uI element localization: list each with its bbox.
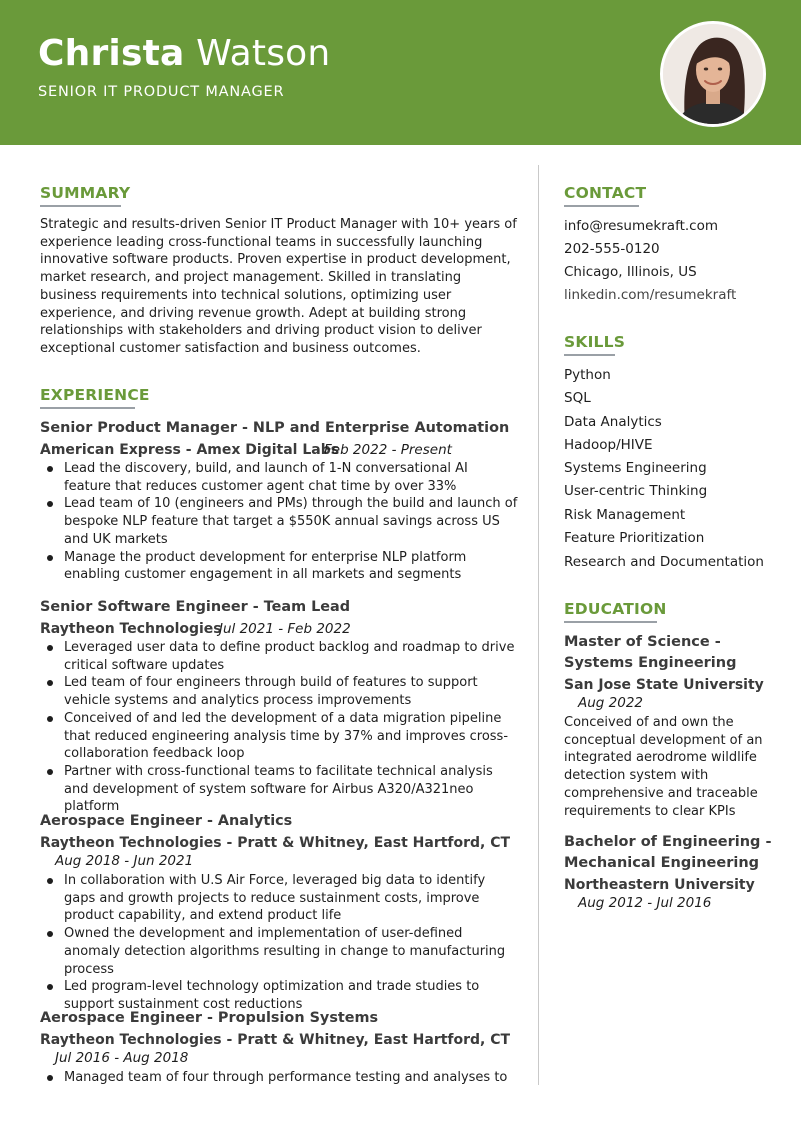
bullet-item: Partner with cross-functional teams to facilitate technical analysis and development of system software for Airbus A320/A321neo platform [40,763,518,816]
job-bullets [40,639,518,816]
job-dates: Jul 2016 - Aug 2018 [55,1050,189,1066]
job-dates: Jul 2021 - Feb 2022 [219,621,351,637]
education-date: Aug 2022 [578,695,644,711]
bullet-item: Managed team of four through performance testing and analyses to [40,1069,518,1087]
bullet-item: Leveraged user data to define product backlog and roadmap to drive critical software updates [40,639,518,674]
column-divider [538,165,539,1085]
job-company: Raytheon Technologies - Pratt & Whitney, East Hartford, CT [40,1032,511,1048]
profile-photo [660,21,766,127]
last-name: Watson [196,33,331,74]
job-bullets [40,460,518,584]
education-heading: EDUCATION [564,600,667,618]
job-bullets [40,872,518,1014]
profile-photo-illustration [663,24,763,124]
bullet-item: Manage the product development for enterprise NLP platform enabling customer engagement in all markets and segments [40,549,518,584]
experience-heading-rule [40,407,135,409]
job-dates: Feb 2022 - Present [324,442,452,458]
bullet-item: Led program-level technology optimization and trade studies to support sustainment cost reductions [40,978,518,1013]
skills-heading: SKILLS [564,333,626,351]
bullet-item: Conceived of and led the development of a data migration pipeline that reduced engineering analysis time by 37% and improves cross-collaboration feedback loop [40,710,518,763]
candidate-name [38,33,331,74]
skill-item: Feature Prioritization [564,530,705,546]
skills-heading-rule [564,354,615,356]
skill-item: SQL [564,390,591,406]
job-title: Senior Software Engineer - Team Lead [40,599,351,615]
job-title: Aerospace Engineer - Analytics [40,813,293,829]
summary-heading-rule [40,205,121,207]
school-name: Northeastern University [564,877,755,893]
job-title: Aerospace Engineer - Propulsion Systems [40,1010,379,1026]
skill-item: Hadoop/HIVE [564,437,653,453]
summary-text: Strategic and results-driven Senior IT Product Manager with 10+ years of experience leading cross-functional teams in successfully launching innovative software products. Proven expertise in product development, market research, and project management. Skilled in translating business requirements into technical solutions, optimizing user experience, and driving revenue growth. Adept at building strong relationships with stakeholders and driving product vision to deliver exceptional customer satisfaction and business outcomes. [40,217,517,356]
summary-heading: SUMMARY [40,184,131,202]
bullet-item: Lead the discovery, build, and launch of 1-N conversational AI feature that reduces customer agent chat time by over 33% [40,460,518,495]
skill-item: Research and Documentation [564,554,764,570]
degree-title: Bachelor of Engineering - Mechanical Engineering [564,834,772,871]
bullet-item: Led team of four engineers through build of features to support vehicle systems and analytics process improvements [40,674,518,709]
job-company: Raytheon Technologies - Pratt & Whitney, East Hartford, CT [40,835,511,851]
education-heading-rule [564,621,657,623]
school-name: San Jose State University [564,677,764,693]
skill-item: Systems Engineering [564,460,707,476]
education-date: Aug 2012 - Jul 2016 [578,895,712,911]
job-headline: SENIOR IT PRODUCT MANAGER [38,84,285,100]
experience-heading: EXPERIENCE [40,386,150,404]
job-company: American Express - Amex Digital Labs [40,442,340,458]
bullet-item: Lead team of 10 (engineers and PMs) through the build and launch of bespoke NLP feature that target a $550K annual savings across US and UK markets [40,495,518,548]
contact-email[interactable]: info@resumekraft.com [564,218,718,234]
contact-location: Chicago, Illinois, US [564,264,697,280]
job-title: Senior Product Manager - NLP and Enterprise Automation [40,420,510,436]
resume-header [0,0,801,145]
job-company: Raytheon Technologies [40,621,222,637]
contact-heading-rule [564,205,639,207]
contact-heading: CONTACT [564,184,647,202]
skill-item: Data Analytics [564,414,662,430]
bullet-item: Owned the development and implementation of user-defined anomaly detection algorithms resulting in change to manufacturing process [40,925,518,978]
first-name: Christa [38,33,185,74]
job-bullets [40,1069,518,1087]
degree-title: Master of Science - Systems Engineering [564,634,737,671]
skill-item: User-centric Thinking [564,483,708,499]
skill-item: Python [564,367,611,383]
contact-linkedin[interactable]: linkedin.com/resumekraft [564,287,737,303]
bullet-item: In collaboration with U.S Air Force, leveraged big data to identify gaps and growth projects to reduce sustainment costs, improve product capability, and extend product life [40,872,518,925]
education-description: Conceived of and own the conceptual development of an integrated aerodrome wildlife detection system with comprehensive and traceable requirements to clear KPIs [564,715,763,819]
skill-item: Risk Management [564,507,686,523]
contact-phone: 202-555-0120 [564,241,660,257]
job-dates: Aug 2018 - Jun 2021 [55,853,194,869]
